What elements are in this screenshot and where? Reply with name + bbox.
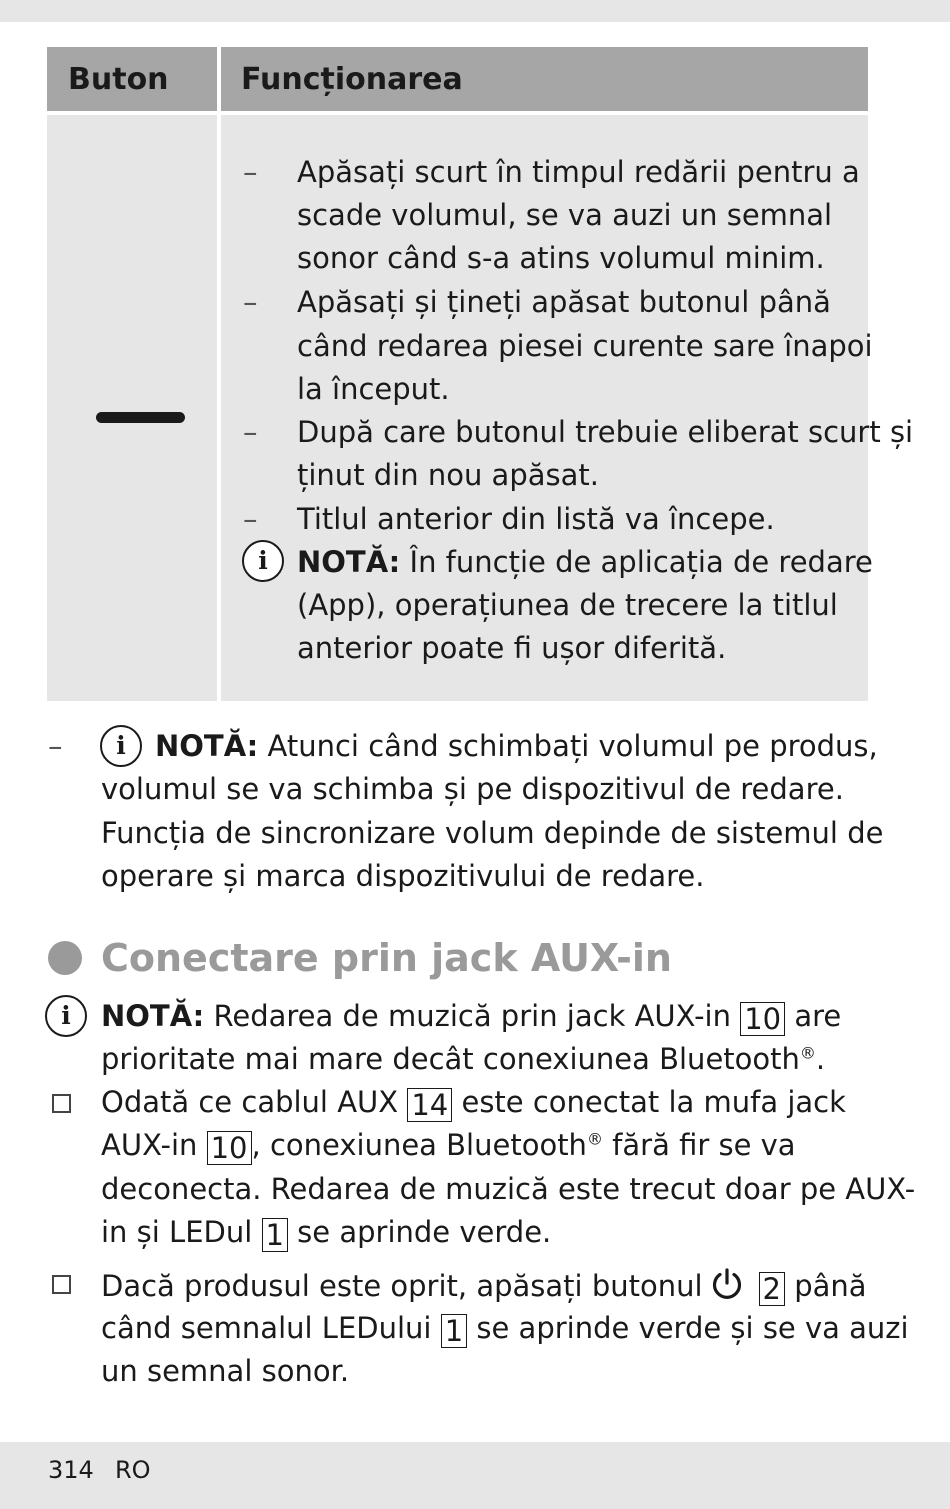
- step2-line-3: un semnal sonor.: [101, 1354, 350, 1388]
- note-label: NOTĂ:: [297, 545, 401, 579]
- list-dash: –: [243, 502, 258, 536]
- registered-mark: ®: [586, 1129, 603, 1149]
- section-note-line-1: NOTĂ: Redarea de muzică prin jack AUX-in 10 are: [101, 999, 842, 1036]
- list-dash: –: [243, 285, 258, 319]
- table-button-cell: [47, 115, 217, 701]
- ref-number-1: 1: [441, 1314, 467, 1348]
- table-header-function: Funcționarea: [241, 62, 463, 97]
- section-title: Conectare prin jack AUX-in: [101, 936, 672, 980]
- list-dash: –: [48, 729, 63, 763]
- table-item-2-line-3: la început.: [297, 372, 450, 406]
- table-item-3-line-2: ținut din nou apăsat.: [297, 458, 599, 492]
- minus-button-icon: [96, 412, 185, 423]
- note-label: NOTĂ:: [101, 999, 205, 1033]
- table-note-text-1: În funcție de aplicația de redare: [400, 545, 873, 579]
- table-item-2-line-1: Apăsați și țineți apăsat butonul până: [297, 285, 831, 319]
- table-note-line-1: [297, 545, 873, 579]
- volume-note-line-3: Funcția de sincronizare volum depinde de sistemul de: [101, 816, 884, 850]
- table-item-4-line-1: Titlul anterior din listă va începe.: [297, 502, 775, 536]
- step1-line-3: deconecta. Redarea de muzică este trecut doar pe AUX-: [101, 1172, 916, 1206]
- top-band: [0, 0, 950, 22]
- table-item-2-line-2: când redarea piesei curente sare înapoi: [297, 329, 873, 363]
- step2-line-1: Dacă produsul este oprit, apăsați butonul 2 până: [101, 1266, 867, 1306]
- page-number: 314: [48, 1456, 94, 1484]
- step1-line-4: in și LEDul 1 se aprinde verde.: [101, 1215, 552, 1252]
- ref-number-10: 10: [207, 1131, 252, 1165]
- info-icon: i: [45, 995, 87, 1037]
- ref-number-1: 1: [262, 1218, 288, 1252]
- table-item-1-line-1: Apăsați scurt în timpul redării pentru a: [297, 155, 860, 189]
- step1-line-1: Odată ce cablul AUX 14 este conectat la mufa jack: [101, 1085, 846, 1122]
- registered-mark: ®: [799, 1043, 816, 1063]
- step-checkbox: [52, 1275, 71, 1294]
- ref-number-14: 14: [407, 1088, 452, 1122]
- info-icon: i: [100, 725, 142, 767]
- step-checkbox: [52, 1094, 71, 1113]
- ref-number-10: 10: [740, 1002, 785, 1036]
- ref-number-2: 2: [759, 1272, 785, 1306]
- step2-line-2: când semnalul LEDului 1 se aprinde verde și se va auzi: [101, 1311, 909, 1348]
- table-note-line-3: anterior poate fi ușor diferită.: [297, 631, 727, 665]
- volume-note-line-1: [155, 729, 878, 763]
- volume-note-line-2: volumul se va schimba și pe dispozitivul de redare.: [101, 772, 844, 806]
- volume-note-text-1: Atunci când schimbați volumul pe produs,: [258, 729, 878, 763]
- list-dash: –: [243, 415, 258, 449]
- table-item-1-line-2: scade volumul, se va auzi un semnal: [297, 198, 833, 232]
- note-label: NOTĂ:: [155, 729, 259, 763]
- section-note-line-2: prioritate mai mare decât conexiunea Bluetooth®.: [101, 1042, 826, 1076]
- table-note-line-2: (App), operațiunea de trecere la titlul: [297, 588, 838, 622]
- section-bullet: [48, 941, 82, 975]
- power-icon: [709, 1266, 745, 1302]
- language-code: RO: [115, 1456, 151, 1484]
- info-icon: i: [242, 540, 284, 582]
- step1-line-2: AUX-in 10 , conexiunea Bluetooth® fără fir se va: [101, 1128, 796, 1165]
- table-item-3-line-1: După care butonul trebuie eliberat scurt și: [297, 415, 914, 449]
- table-header-button: Buton: [68, 62, 169, 97]
- table-item-1-line-3: sonor când s-a atins volumul minim.: [297, 241, 825, 275]
- volume-note-line-4: operare și marca dispozitivului de redare.: [101, 859, 705, 893]
- list-dash: –: [243, 155, 258, 189]
